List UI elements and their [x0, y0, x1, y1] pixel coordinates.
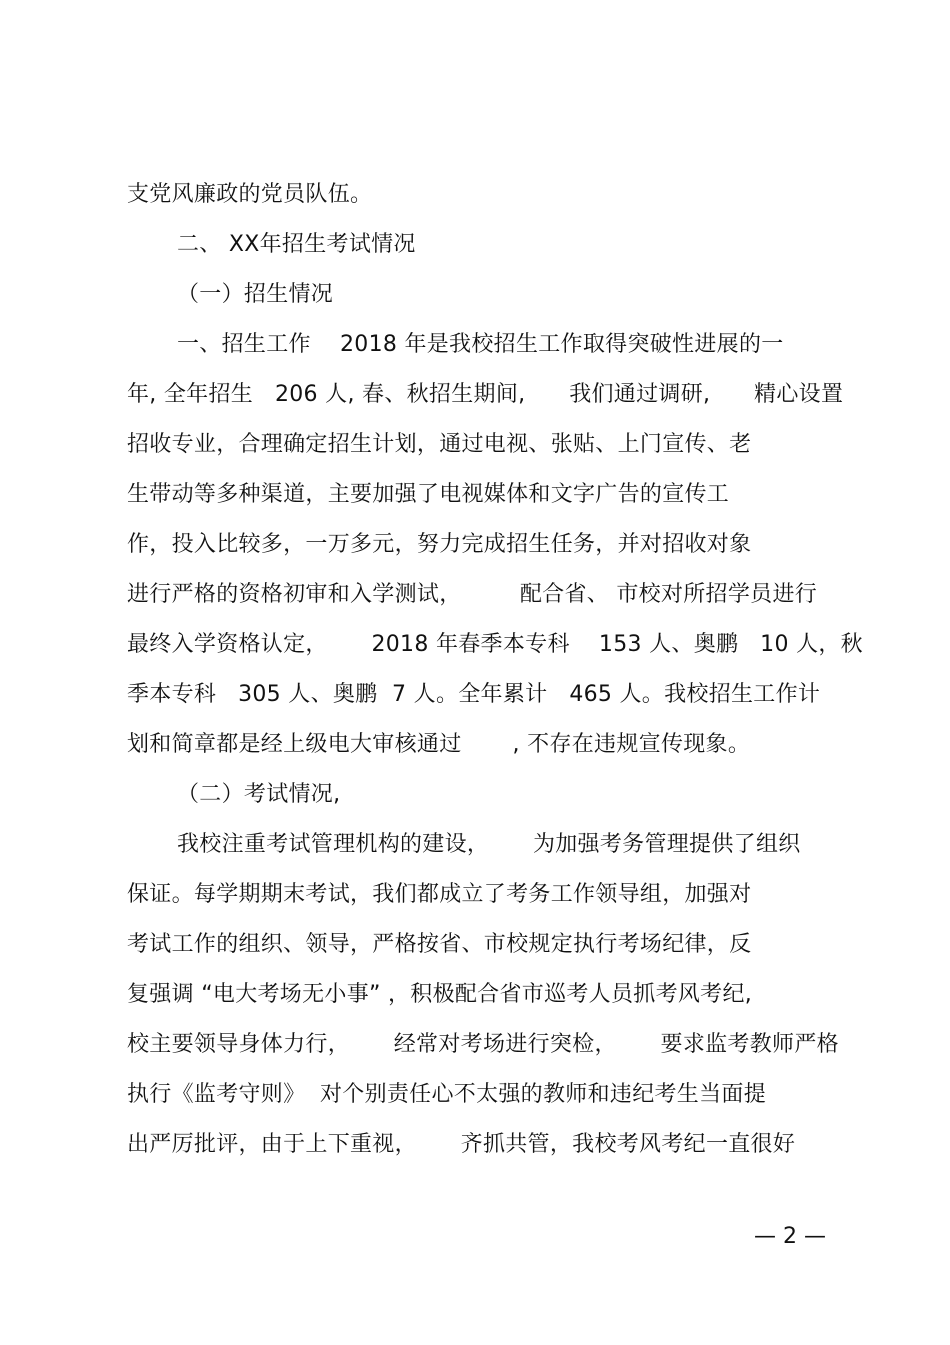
paragraph-line: 作，投入比较多，一万多元，努力完成招生任务，并对招收对象 [127, 532, 752, 557]
subsection-heading: （二）考试情况, [177, 782, 341, 807]
paragraph-line: 出严厉批评，由于上下重视， 齐抓共管，我校考风考纪一直很好 [127, 1132, 796, 1157]
text-line: 支党风廉政的党员队伍。 [127, 182, 373, 207]
paragraph-line: 一、招生工作 2018 年是我校招生工作取得突破性进展的一 [177, 332, 784, 357]
paragraph-line: 复强调 “电大考场无小事” ，积极配合省市巡考人员抓考风考纪, [127, 982, 753, 1007]
paragraph-line: 年, 全年招生 206 人, 春、秋招生期间, 我们通过调研, 精心设置 [127, 382, 844, 407]
paragraph-line: 季本专科 305 人、奥鹏 7 人。全年累计 465 人。我校招生工作计 [127, 682, 821, 707]
section-heading: 二、 XX年招生考试情况 [177, 232, 416, 257]
page-number: — 2 — [754, 1224, 826, 1249]
paragraph-line: 进行严格的资格初审和入学测试， 配合省、 市校对所招学员进行 [127, 582, 818, 607]
paragraph-line: 执行《监考守则》 对个别责任心不太强的教师和违纪考生当面提 [127, 1082, 766, 1107]
paragraph-line: 我校注重考试管理机构的建设， 为加强考务管理提供了组织 [177, 832, 801, 857]
subsection-heading: （一）招生情况 [177, 282, 334, 307]
paragraph-line: 校主要领导身体力行， 经常对考场进行突检， 要求监考教师严格 [127, 1032, 839, 1057]
paragraph-line: 最终入学资格认定， 2018 年春季本专科 153 人、奥鹏 10 人，秋 [127, 632, 863, 657]
paragraph-line: 考试工作的组织、领导，严格按省、市校规定执行考场纪律，反 [127, 932, 752, 957]
paragraph-line: 保证。每学期期末考试，我们都成立了考务工作领导组，加强对 [127, 882, 752, 907]
paragraph-line: 招收专业，合理确定招生计划，通过电视、张贴、上门宣传、老 [127, 432, 752, 457]
paragraph-line: 生带动等多种渠道，主要加强了电视媒体和文字广告的宣传工 [127, 482, 730, 507]
paragraph-line: 划和简章都是经上级电大审核通过 , 不存在违规宣传现象。 [127, 732, 751, 757]
